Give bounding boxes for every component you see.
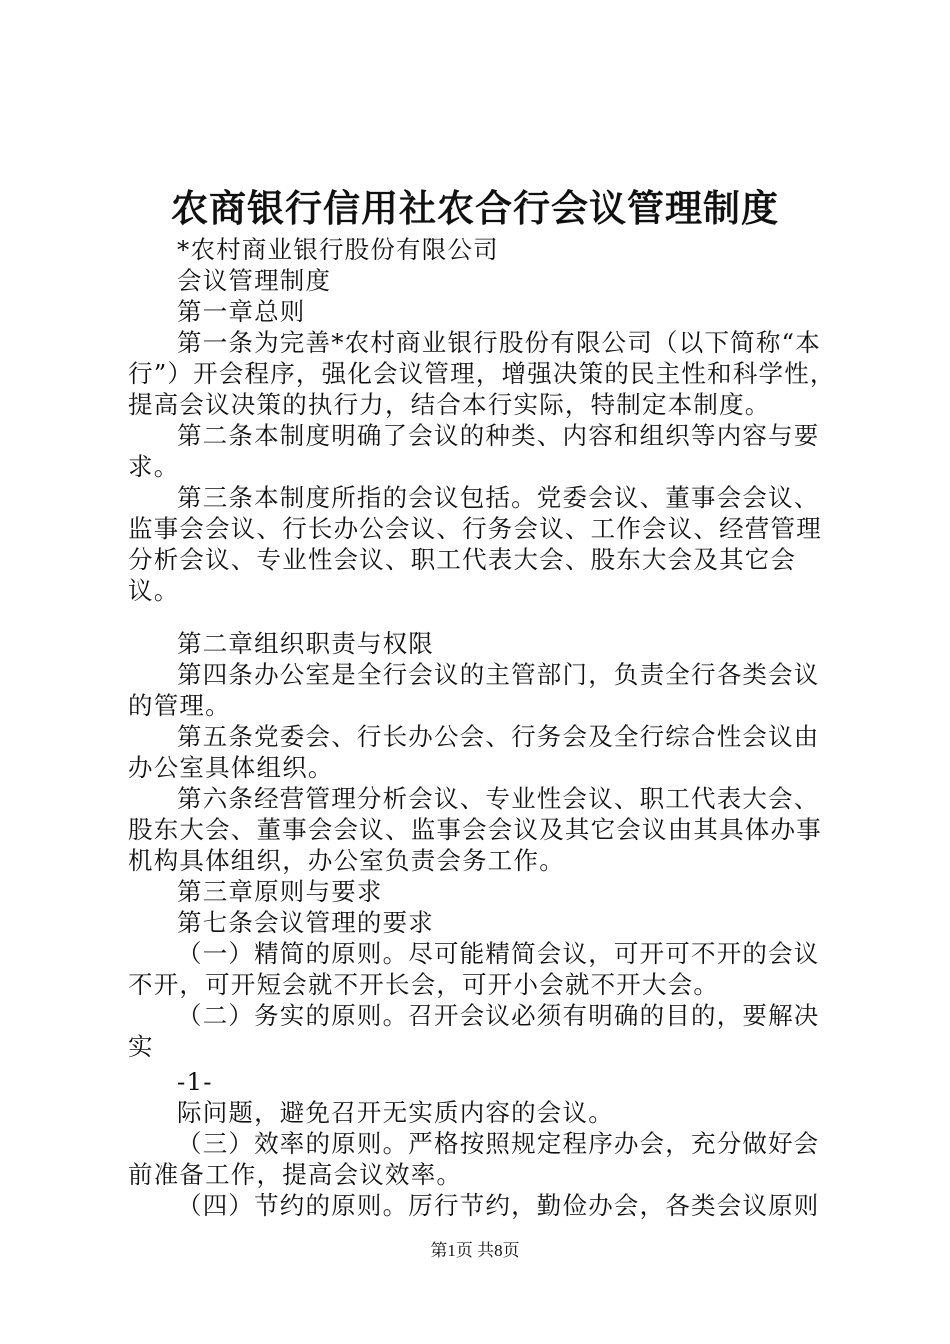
article-paragraph: 第一条为完善*农村商业银行股份有限公司（以下简称“本行”）开会程序，强化会议管理，增强决策的民主性和科学性，提高会议决策的执行力，结合本行实际，特制定本制度。 bbox=[128, 328, 836, 419]
article-paragraph: 第四条办公室是全行会议的主管部门，负责全行各类会议的管理。 bbox=[128, 660, 820, 720]
article-paragraph: 第六条经营管理分析会议、专业性会议、职工代表大会、股东大会、董事会会议、监事会会议及其它会议由其具体办事机构具体组织，办公室负责会务工作。 bbox=[128, 784, 822, 875]
company-name: *农村商业银行股份有限公司 bbox=[177, 235, 499, 264]
regulation-name: 会议管理制度 bbox=[177, 266, 332, 295]
paragraph-gap bbox=[128, 606, 840, 628]
document-body bbox=[128, 234, 840, 1221]
principle-paragraph: （一）精简的原则。尽可能精简会议，可开可不开的会议不开，可开短会就不开长会，可开小会就不开大会。 bbox=[128, 939, 820, 999]
principle-paragraph: （三）效率的原则。严格按照规定程序办会，充分做好会前准备工作，提高会议效率。 bbox=[128, 1129, 820, 1189]
chapter-heading: 第二章组织职责与权限 bbox=[177, 629, 434, 658]
principle-paragraph: （四）节约的原则。厉行节约，勤俭办会，各类会议原则 bbox=[177, 1191, 820, 1220]
principle-paragraph: 际问题，避免召开无实质内容的会议。 bbox=[177, 1098, 614, 1127]
inline-page-number: -1- bbox=[177, 1067, 213, 1096]
article-paragraph: 第三条本制度所指的会议包括。党委会议、董事会会议、监事会会议、行长办公会议、行务会议、工作会议、经营管理分析会议、专业性会议、职工代表大会、股东大会及其它会议。 bbox=[128, 483, 822, 605]
chapter-heading: 第一章总则 bbox=[177, 297, 306, 326]
page-footer: 第1页 共8页 bbox=[430, 1241, 520, 1260]
article-paragraph: 第五条党委会、行长办公会、行务会及全行综合性会议由办公室具体组织。 bbox=[128, 722, 820, 782]
document-title: 农商银行信用社农合行会议管理制度 bbox=[171, 186, 779, 230]
chapter-heading: 第三章原则与要求 bbox=[177, 877, 383, 906]
article-paragraph: 第二条本制度明确了会议的种类、内容和组织等内容与要求。 bbox=[128, 421, 820, 481]
article-paragraph: 第七条会议管理的要求 bbox=[177, 908, 434, 937]
principle-paragraph: （二）务实的原则。召开会议必须有明确的目的，要解决实 bbox=[128, 1001, 820, 1061]
